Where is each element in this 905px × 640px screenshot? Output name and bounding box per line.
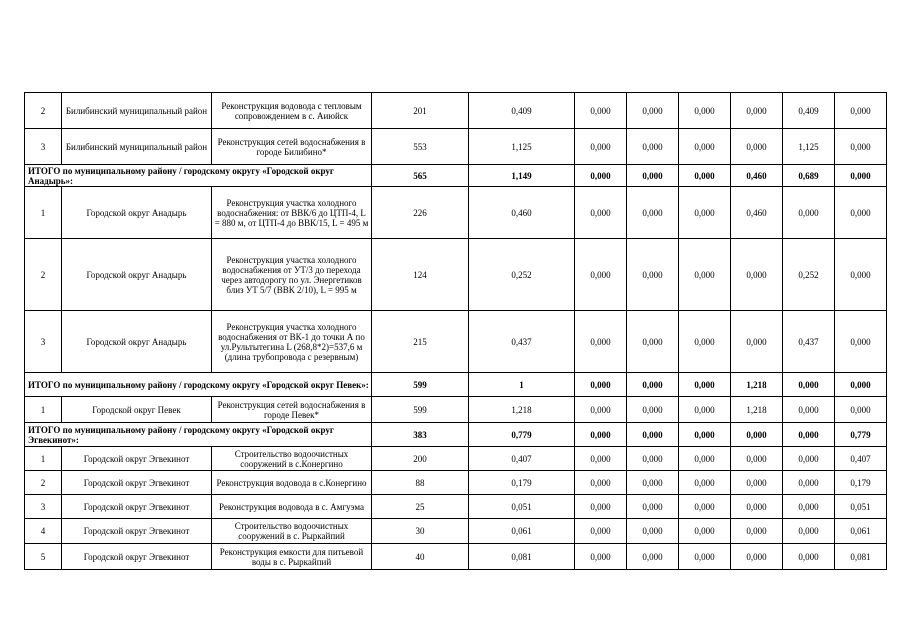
value-cell: 0,000 [679, 373, 731, 397]
value-cell: 0,000 [575, 93, 627, 129]
value-cell: 0,437 [469, 311, 575, 373]
value-cell: 0,460 [469, 187, 575, 239]
project-description: Реконструкция водовода в с.Конергино [212, 471, 372, 495]
value-cell: 0,252 [469, 239, 575, 311]
project-description: Реконструкция участка холодного водоснабжения: от ВВК/6 до ЦТП-4, L = 880 м, от ЦТП-4 до ВВК/15, L = 495 м [212, 187, 372, 239]
value-cell: 30 [372, 519, 469, 544]
value-cell: 0,000 [679, 187, 731, 239]
total-row [25, 423, 887, 447]
value-cell: 0,000 [679, 93, 731, 129]
value-cell: 0,000 [783, 397, 835, 423]
value-cell: 0,000 [679, 397, 731, 423]
value-cell: 0,000 [731, 495, 783, 519]
value-cell: 0,000 [575, 495, 627, 519]
project-description: Реконструкция сетей водоснабжения в городе Билибино* [212, 129, 372, 165]
value-cell: 0,000 [575, 397, 627, 423]
value-cell: 0,000 [575, 187, 627, 239]
value-cell: 0,000 [835, 373, 887, 397]
table-row [25, 129, 887, 165]
value-cell: 0,000 [679, 519, 731, 544]
district-name: Городской округ Эгвекинот [62, 471, 212, 495]
district-name: Городской округ Эгвекинот [62, 519, 212, 544]
district-name: Билибинский муниципальный район [62, 93, 212, 129]
district-name: Билибинский муниципальный район [62, 129, 212, 165]
value-cell: 0,000 [835, 239, 887, 311]
total-label: ИТОГО по муниципальному району / городскому округу «Городской округ Певек»: [25, 373, 372, 397]
total-row [25, 373, 887, 397]
value-cell: 0,000 [679, 165, 731, 187]
value-cell: 0,000 [575, 239, 627, 311]
district-name: Городской округ Эгвекинот [62, 544, 212, 570]
value-cell: 200 [372, 447, 469, 471]
value-cell: 383 [372, 423, 469, 447]
table-row [25, 495, 887, 519]
project-description: Реконструкция водовода в с. Амгуэма [212, 495, 372, 519]
value-cell: 0,000 [835, 397, 887, 423]
value-cell: 0,000 [783, 519, 835, 544]
value-cell: 0,000 [575, 471, 627, 495]
row-number: 3 [25, 129, 62, 165]
value-cell: 0,000 [731, 519, 783, 544]
value-cell: 1,218 [469, 397, 575, 423]
table-row [25, 93, 887, 129]
value-cell: 0,779 [469, 423, 575, 447]
value-cell: 0,051 [469, 495, 575, 519]
value-cell: 0,409 [469, 93, 575, 129]
value-cell: 0,000 [731, 93, 783, 129]
project-description: Реконструкция водовода с тепловым сопровождением в с. Аиюйск [212, 93, 372, 129]
value-cell: 0,409 [783, 93, 835, 129]
value-cell: 0,000 [835, 187, 887, 239]
value-cell: 0,000 [679, 495, 731, 519]
value-cell: 0,000 [627, 129, 679, 165]
value-cell: 0,000 [627, 187, 679, 239]
district-name: Городской округ Анадырь [62, 187, 212, 239]
value-cell: 0,000 [731, 471, 783, 495]
value-cell: 0,000 [731, 239, 783, 311]
value-cell: 215 [372, 311, 469, 373]
value-cell: 0,179 [469, 471, 575, 495]
value-cell: 0,000 [783, 544, 835, 570]
table-row [25, 187, 887, 239]
value-cell: 0,081 [835, 544, 887, 570]
value-cell: 88 [372, 471, 469, 495]
district-name: Городской округ Эгвекинот [62, 447, 212, 471]
value-cell: 0,000 [835, 311, 887, 373]
value-cell: 0,689 [783, 165, 835, 187]
value-cell: 25 [372, 495, 469, 519]
value-cell: 599 [372, 397, 469, 423]
value-cell: 0,000 [679, 423, 731, 447]
value-cell: 0,000 [783, 423, 835, 447]
value-cell: 0,000 [835, 165, 887, 187]
value-cell: 0,000 [679, 447, 731, 471]
row-number: 2 [25, 471, 62, 495]
value-cell: 0,000 [679, 239, 731, 311]
value-cell: 226 [372, 187, 469, 239]
district-name: Городской округ Певек [62, 397, 212, 423]
value-cell: 0,000 [575, 519, 627, 544]
table-row [25, 544, 887, 570]
value-cell: 0,000 [627, 423, 679, 447]
value-cell: 1,149 [469, 165, 575, 187]
value-cell: 0,000 [783, 373, 835, 397]
value-cell: 0,081 [469, 544, 575, 570]
value-cell: 1,218 [731, 397, 783, 423]
value-cell: 0,000 [731, 447, 783, 471]
value-cell: 0,000 [627, 311, 679, 373]
value-cell: 0,000 [575, 447, 627, 471]
value-cell: 0,000 [627, 397, 679, 423]
table-row [25, 239, 887, 311]
value-cell: 0,000 [627, 471, 679, 495]
value-cell: 0,437 [783, 311, 835, 373]
row-number: 1 [25, 447, 62, 471]
value-cell: 0,000 [783, 447, 835, 471]
table-row [25, 397, 887, 423]
value-cell: 0,000 [627, 93, 679, 129]
row-number: 4 [25, 519, 62, 544]
project-description: Строительство водоочистных сооружений в с.Конергино [212, 447, 372, 471]
value-cell: 0,000 [575, 129, 627, 165]
table-row [25, 471, 887, 495]
value-cell: 0,779 [835, 423, 887, 447]
value-cell: 0,000 [627, 495, 679, 519]
row-number: 3 [25, 311, 62, 373]
value-cell: 0,061 [469, 519, 575, 544]
value-cell: 0,000 [575, 311, 627, 373]
table-row [25, 519, 887, 544]
district-name: Городской округ Эгвекинот [62, 495, 212, 519]
project-description: Реконструкция участка холодного водоснабжения от УТ/3 до перехода через автодорогу по ул. Энергетиков близ УТ 5/7 (ВВК 2/10), L = 995 м [212, 239, 372, 311]
value-cell: 0,407 [469, 447, 575, 471]
value-cell: 0,000 [731, 544, 783, 570]
value-cell: 0,000 [679, 471, 731, 495]
value-cell: 0,000 [679, 311, 731, 373]
table-row [25, 447, 887, 471]
total-label: ИТОГО по муниципальному району / городскому округу «Городской округ Эгвекинот»: [25, 423, 372, 447]
table-row [25, 311, 887, 373]
value-cell: 0,000 [627, 519, 679, 544]
value-cell: 124 [372, 239, 469, 311]
value-cell: 0,000 [731, 129, 783, 165]
value-cell: 0,000 [627, 447, 679, 471]
value-cell: 0,000 [835, 129, 887, 165]
value-cell: 0,000 [783, 495, 835, 519]
value-cell: 0,407 [835, 447, 887, 471]
value-cell: 1,218 [731, 373, 783, 397]
value-cell: 0,000 [679, 129, 731, 165]
value-cell: 0,460 [731, 165, 783, 187]
value-cell: 40 [372, 544, 469, 570]
value-cell: 0,000 [627, 544, 679, 570]
value-cell: 599 [372, 373, 469, 397]
district-name: Городской округ Анадырь [62, 311, 212, 373]
value-cell: 0,051 [835, 495, 887, 519]
value-cell: 0,000 [731, 423, 783, 447]
value-cell: 0,061 [835, 519, 887, 544]
value-cell: 0,000 [731, 311, 783, 373]
project-description: Реконструкция сетей водоснабжения в городе Певек* [212, 397, 372, 423]
value-cell: 0,000 [627, 373, 679, 397]
value-cell: 0,460 [731, 187, 783, 239]
project-description: Реконструкция участка холодного водоснабжения от ВК-1 до точки А по ул.Рультытегина L (268,8*2)=537,6 м (длина трубопровода с резервным) [212, 311, 372, 373]
value-cell: 0,000 [627, 165, 679, 187]
value-cell: 553 [372, 129, 469, 165]
value-cell: 0,000 [835, 93, 887, 129]
value-cell: 565 [372, 165, 469, 187]
row-number: 5 [25, 544, 62, 570]
row-number: 2 [25, 239, 62, 311]
project-description: Строительство водоочистных сооружений в с. Рыркайпий [212, 519, 372, 544]
district-name: Городской округ Анадырь [62, 239, 212, 311]
value-cell: 0,000 [575, 423, 627, 447]
row-number: 1 [25, 187, 62, 239]
value-cell: 1 [469, 373, 575, 397]
value-cell: 201 [372, 93, 469, 129]
project-description: Реконструкция емкости для питьевой воды в с. Рыркайпий [212, 544, 372, 570]
table-body [25, 93, 887, 570]
row-number: 2 [25, 93, 62, 129]
value-cell: 1,125 [783, 129, 835, 165]
value-cell: 0,000 [783, 471, 835, 495]
row-number: 3 [25, 495, 62, 519]
value-cell: 0,000 [627, 239, 679, 311]
value-cell: 0,000 [679, 544, 731, 570]
value-cell: 1,125 [469, 129, 575, 165]
row-number: 1 [25, 397, 62, 423]
value-cell: 0,000 [575, 165, 627, 187]
value-cell: 0,000 [783, 187, 835, 239]
value-cell: 0,179 [835, 471, 887, 495]
total-row [25, 165, 887, 187]
value-cell: 0,252 [783, 239, 835, 311]
value-cell: 0,000 [575, 373, 627, 397]
investment-program-table [24, 92, 887, 570]
value-cell: 0,000 [575, 544, 627, 570]
total-label: ИТОГО по муниципальному району / городскому округу «Городской округ Анадырь»: [25, 165, 372, 187]
